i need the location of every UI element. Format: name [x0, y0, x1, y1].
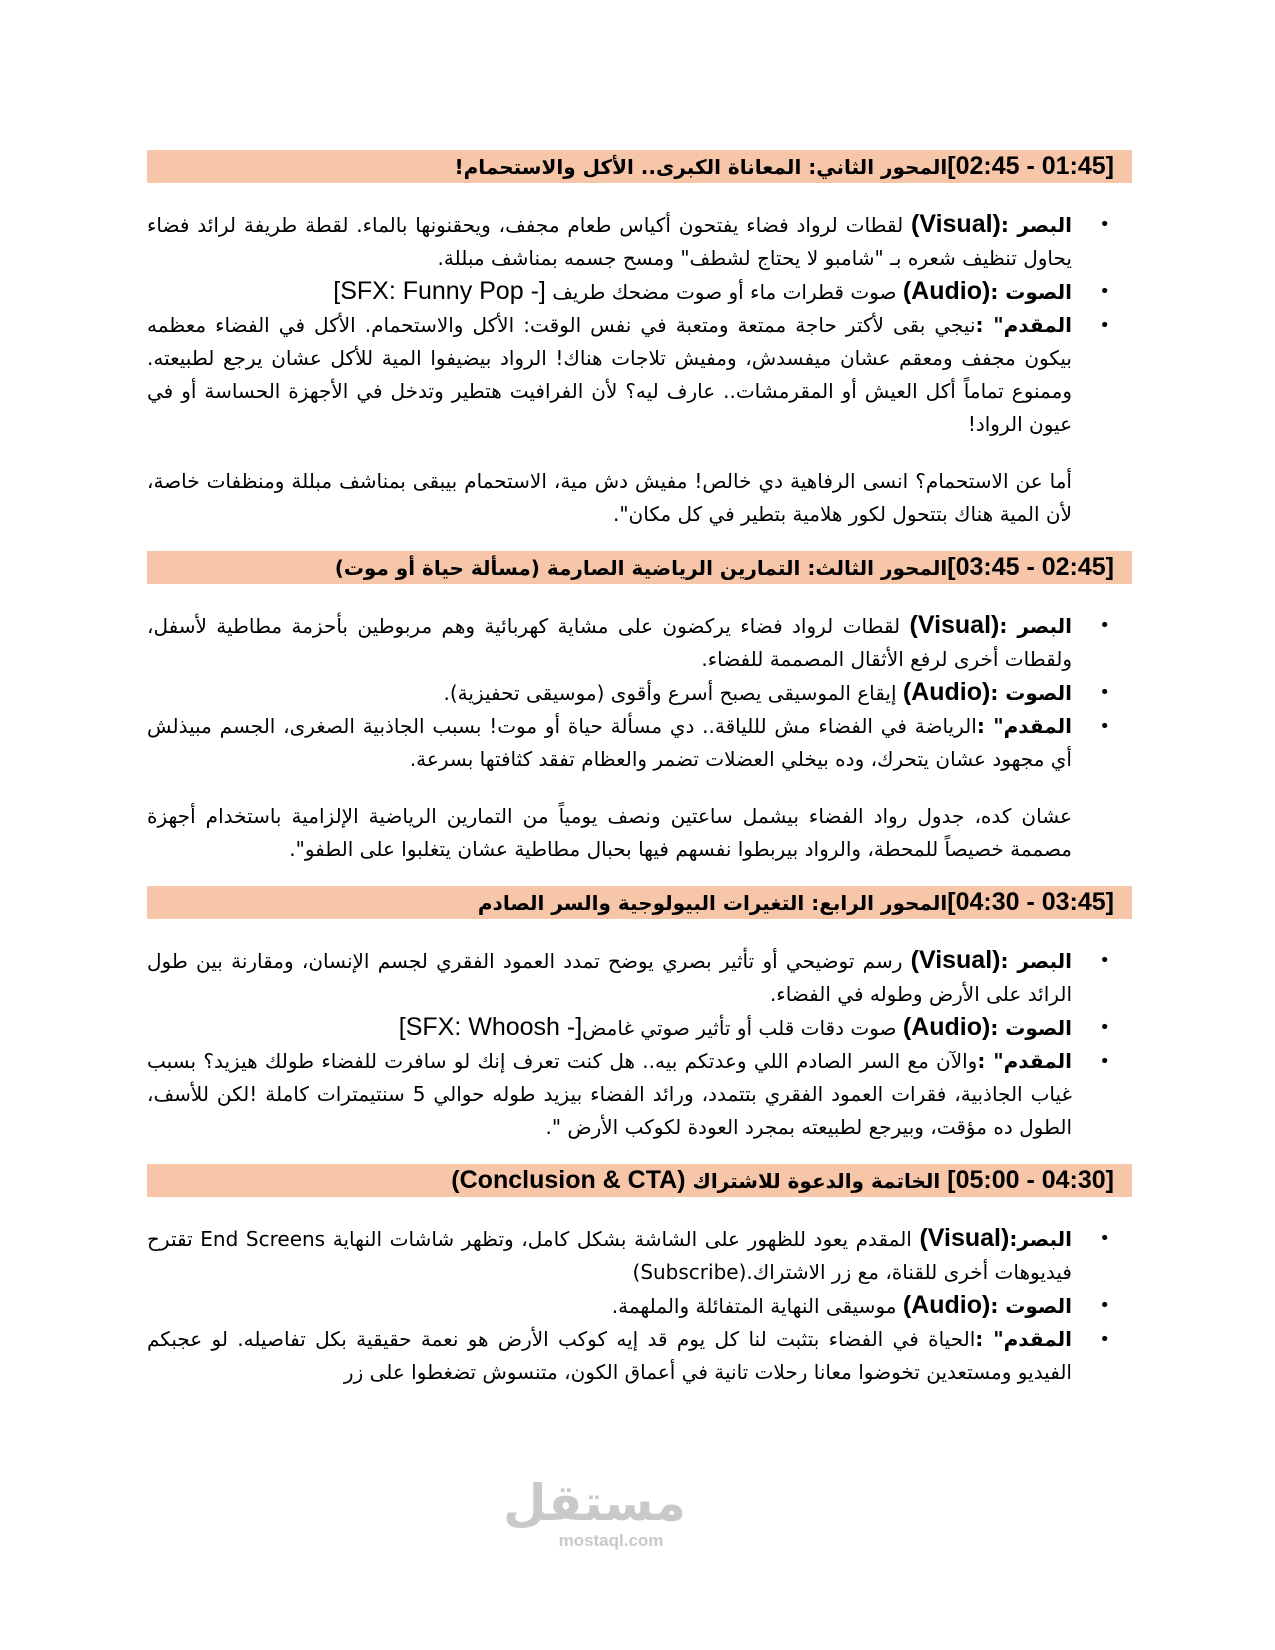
section-axis-2 — [147, 150, 1132, 531]
presenter-label: المقدم" : — [975, 313, 1073, 337]
visual-label: البصر : — [1000, 213, 1073, 237]
visual-text: المقدم يعود للظهور على الشاشة بشكل كامل، وتظهر شاشات النهاية End Screens تقترح فيديوهات أخرى للقناة، مع زر الاشتراك.(Subscribe) — [147, 1227, 1072, 1284]
audio-item — [147, 1011, 1072, 1045]
visual-en: (Visual) — [909, 611, 1000, 639]
presenter-text: الحياة في الفضاء بتثبت لنا كل يوم قد إيه كوكب الأرض هو نعمة حقيقية بكل تفاصيله. لو عجبكم الفيديو ومستعدين تخوضوا معانا رحلات تانية في أعماق الكون، متنسوش تضغطوا على زر — [147, 1327, 1072, 1384]
visual-en: (Visual) — [919, 1224, 1010, 1252]
presenter-text: الرياضة في الفضاء مش لللياقة.. دي مسألة حياة أو موت! بسبب الجاذبية الصغرى، الجسم مبيذلش أي مجهود عشان يتحرك، وده بيخلي العضلات تضمر والعظام تفقد كثافتها بسرعة. — [147, 714, 1072, 771]
presenter-text: والآن مع السر الصادم اللي وعدتكم بيه.. هل كنت تعرف إنك لو سافرت للفضاء طولك هيزيد؟ بسبب غياب الجاذبية، فقرات العمود الفقري بتتمدد، ورائد الفضاء بيزيد طوله حوالي 5 سنتيمترات كاملة !لكن للأسف، الطول ده مؤقت، وبيرجع لطبيعته بمجرد العودة لكوكب الأرض ". — [147, 1049, 1072, 1139]
visual-en: (Visual) — [911, 210, 1001, 238]
continuation-paragraph: عشان كده، جدول رواد الفضاء بيشمل ساعتين ونصف يومياً من التمارين الرياضية الإلزامية باستخدام أجهزة مصممة خصيصاً للمحطة، والرواد بيربطوا نفسهم فيها بحبال مطاطية عشان يتغلبوا على الطفو". — [147, 804, 1072, 861]
visual-label: البصر : — [1000, 949, 1073, 973]
visual-text: لقطات لرواد فضاء يركضون على مشاية كهربائية وهم مربوطين بأحزمة مطاطية لأسفل، ولقطات أخرى لرفع الأثقال المصممة للفضاء. — [147, 614, 1072, 671]
bullet-list — [147, 1222, 1132, 1389]
section-time: [05:00 - 04:30] — [947, 1166, 1114, 1194]
presenter-item — [147, 1045, 1072, 1144]
visual-item — [147, 944, 1072, 1011]
presenter-item — [147, 1323, 1072, 1389]
audio-label: الصوت : — [990, 681, 1072, 705]
visual-text: لقطات لرواد فضاء يفتحون أكياس طعام مجفف، ويحقنونها بالماء. لقطة طريفة لرائد فضاء يحاول تنظيف شعره بـ "شامبو لا يحتاج لشطف" ومسح جسمه بمناشف مبللة. — [147, 213, 1072, 270]
section-time: [04:30 - 03:45] — [947, 888, 1114, 916]
watermark-arabic: مستقل — [503, 1474, 686, 1532]
section-header — [147, 551, 1132, 584]
presenter-item — [147, 710, 1072, 776]
audio-item — [147, 275, 1072, 309]
audio-item — [147, 1289, 1072, 1323]
presenter-label: المقدم" : — [977, 1049, 1072, 1073]
audio-label: الصوت : — [990, 1294, 1072, 1318]
visual-text: رسم توضيحي أو تأثير بصري يوضح تمدد العمود الفقري لجسم الإنسان، ومقارنة بين طول الرائد على الأرض وطوله في الفضاء. — [147, 949, 1072, 1006]
audio-text: إيقاع الموسيقى يصبح أسرع وأقوى (موسيقى تحفيزية). — [443, 681, 897, 705]
audio-en: (Audio) — [902, 1291, 991, 1319]
watermark-latin: mostaql.com — [558, 1531, 664, 1550]
bullet-list — [147, 609, 1132, 776]
section-header — [147, 886, 1132, 919]
presenter-text: نيجي بقى لأكتر حاجة ممتعة ومتعبة في نفس الوقت: الأكل والاستحمام. الأكل في الفضاء معظمه بيكون مجفف ومعقم عشان ميفسدش، ومفيش تلاجات هناك! الرواد بيضيفوا المية للأكل عشان يرجع لطبيعته. وممنوع تماماً أكل العيش أو المقرمشات.. عارف ليه؟ لأن الفرافيت هتطير وتدخل في الأجهزة الحساسة أو في عيون الرواد! — [147, 313, 1072, 436]
presenter-label: المقدم" : — [975, 1327, 1073, 1351]
audio-label: الصوت : — [990, 1016, 1072, 1040]
continuation-paragraph: أما عن الاستحمام؟ انسى الرفاهية دي خالص! مفيش دش مية، الاستحمام بيبقى بمناشف مبللة ومنظفات خاصة، لأن المية هناك بتتحول لكور هلامية بتطير في كل مكان". — [147, 469, 1072, 526]
section-title-en: (Conclusion & CTA) — [451, 1166, 686, 1194]
audio-item — [147, 676, 1072, 710]
audio-text: صوت دقات قلب أو تأثير صوتي غامض — [582, 1016, 897, 1040]
presenter-label: المقدم" : — [976, 714, 1073, 738]
bullet-list — [147, 208, 1132, 441]
section-time: [03:45 - 02:45] — [947, 553, 1114, 581]
section-title: الخاتمة والدعوة للاشتراك — [692, 1169, 941, 1193]
visual-item — [147, 208, 1072, 275]
audio-text: موسيقى النهاية المتفائلة والملهمة. — [611, 1294, 897, 1318]
audio-text: صوت قطرات ماء أو صوت مضحك طريف — [552, 280, 897, 304]
section-header — [147, 150, 1132, 183]
audio-en: (Audio) — [902, 277, 991, 305]
audio-sfx: [SFX: Whoosh -] — [398, 1013, 583, 1041]
presenter-item — [147, 309, 1072, 441]
visual-item — [147, 1222, 1072, 1289]
section-title: المحور الثالث: التمارين الرياضية الصارمة (مسألة حياة أو موت) — [334, 556, 948, 580]
bullet-list — [147, 944, 1132, 1144]
section-title: المحور الثاني: المعاناة الكبرى.. الأكل والاستحمام! — [454, 155, 948, 179]
section-conclusion — [147, 1164, 1132, 1389]
audio-sfx: [SFX: Funny Pop -] — [333, 277, 546, 305]
audio-label: الصوت : — [990, 280, 1072, 304]
section-time: [02:45 - 01:45] — [947, 152, 1114, 180]
section-title: المحور الرابع: التغيرات البيولوجية والسر الصادم — [477, 891, 948, 915]
section-axis-3 — [147, 551, 1132, 866]
script-document — [147, 150, 1132, 1409]
section-axis-4 — [147, 886, 1132, 1144]
visual-en: (Visual) — [910, 946, 1001, 974]
visual-label: البصر: — [1009, 1227, 1073, 1251]
mostaql-watermark-logo — [503, 1474, 686, 1551]
visual-item — [147, 609, 1072, 676]
visual-label: البصر : — [999, 614, 1072, 638]
audio-en: (Audio) — [902, 678, 991, 706]
section-header — [147, 1164, 1132, 1197]
audio-en: (Audio) — [902, 1013, 991, 1041]
